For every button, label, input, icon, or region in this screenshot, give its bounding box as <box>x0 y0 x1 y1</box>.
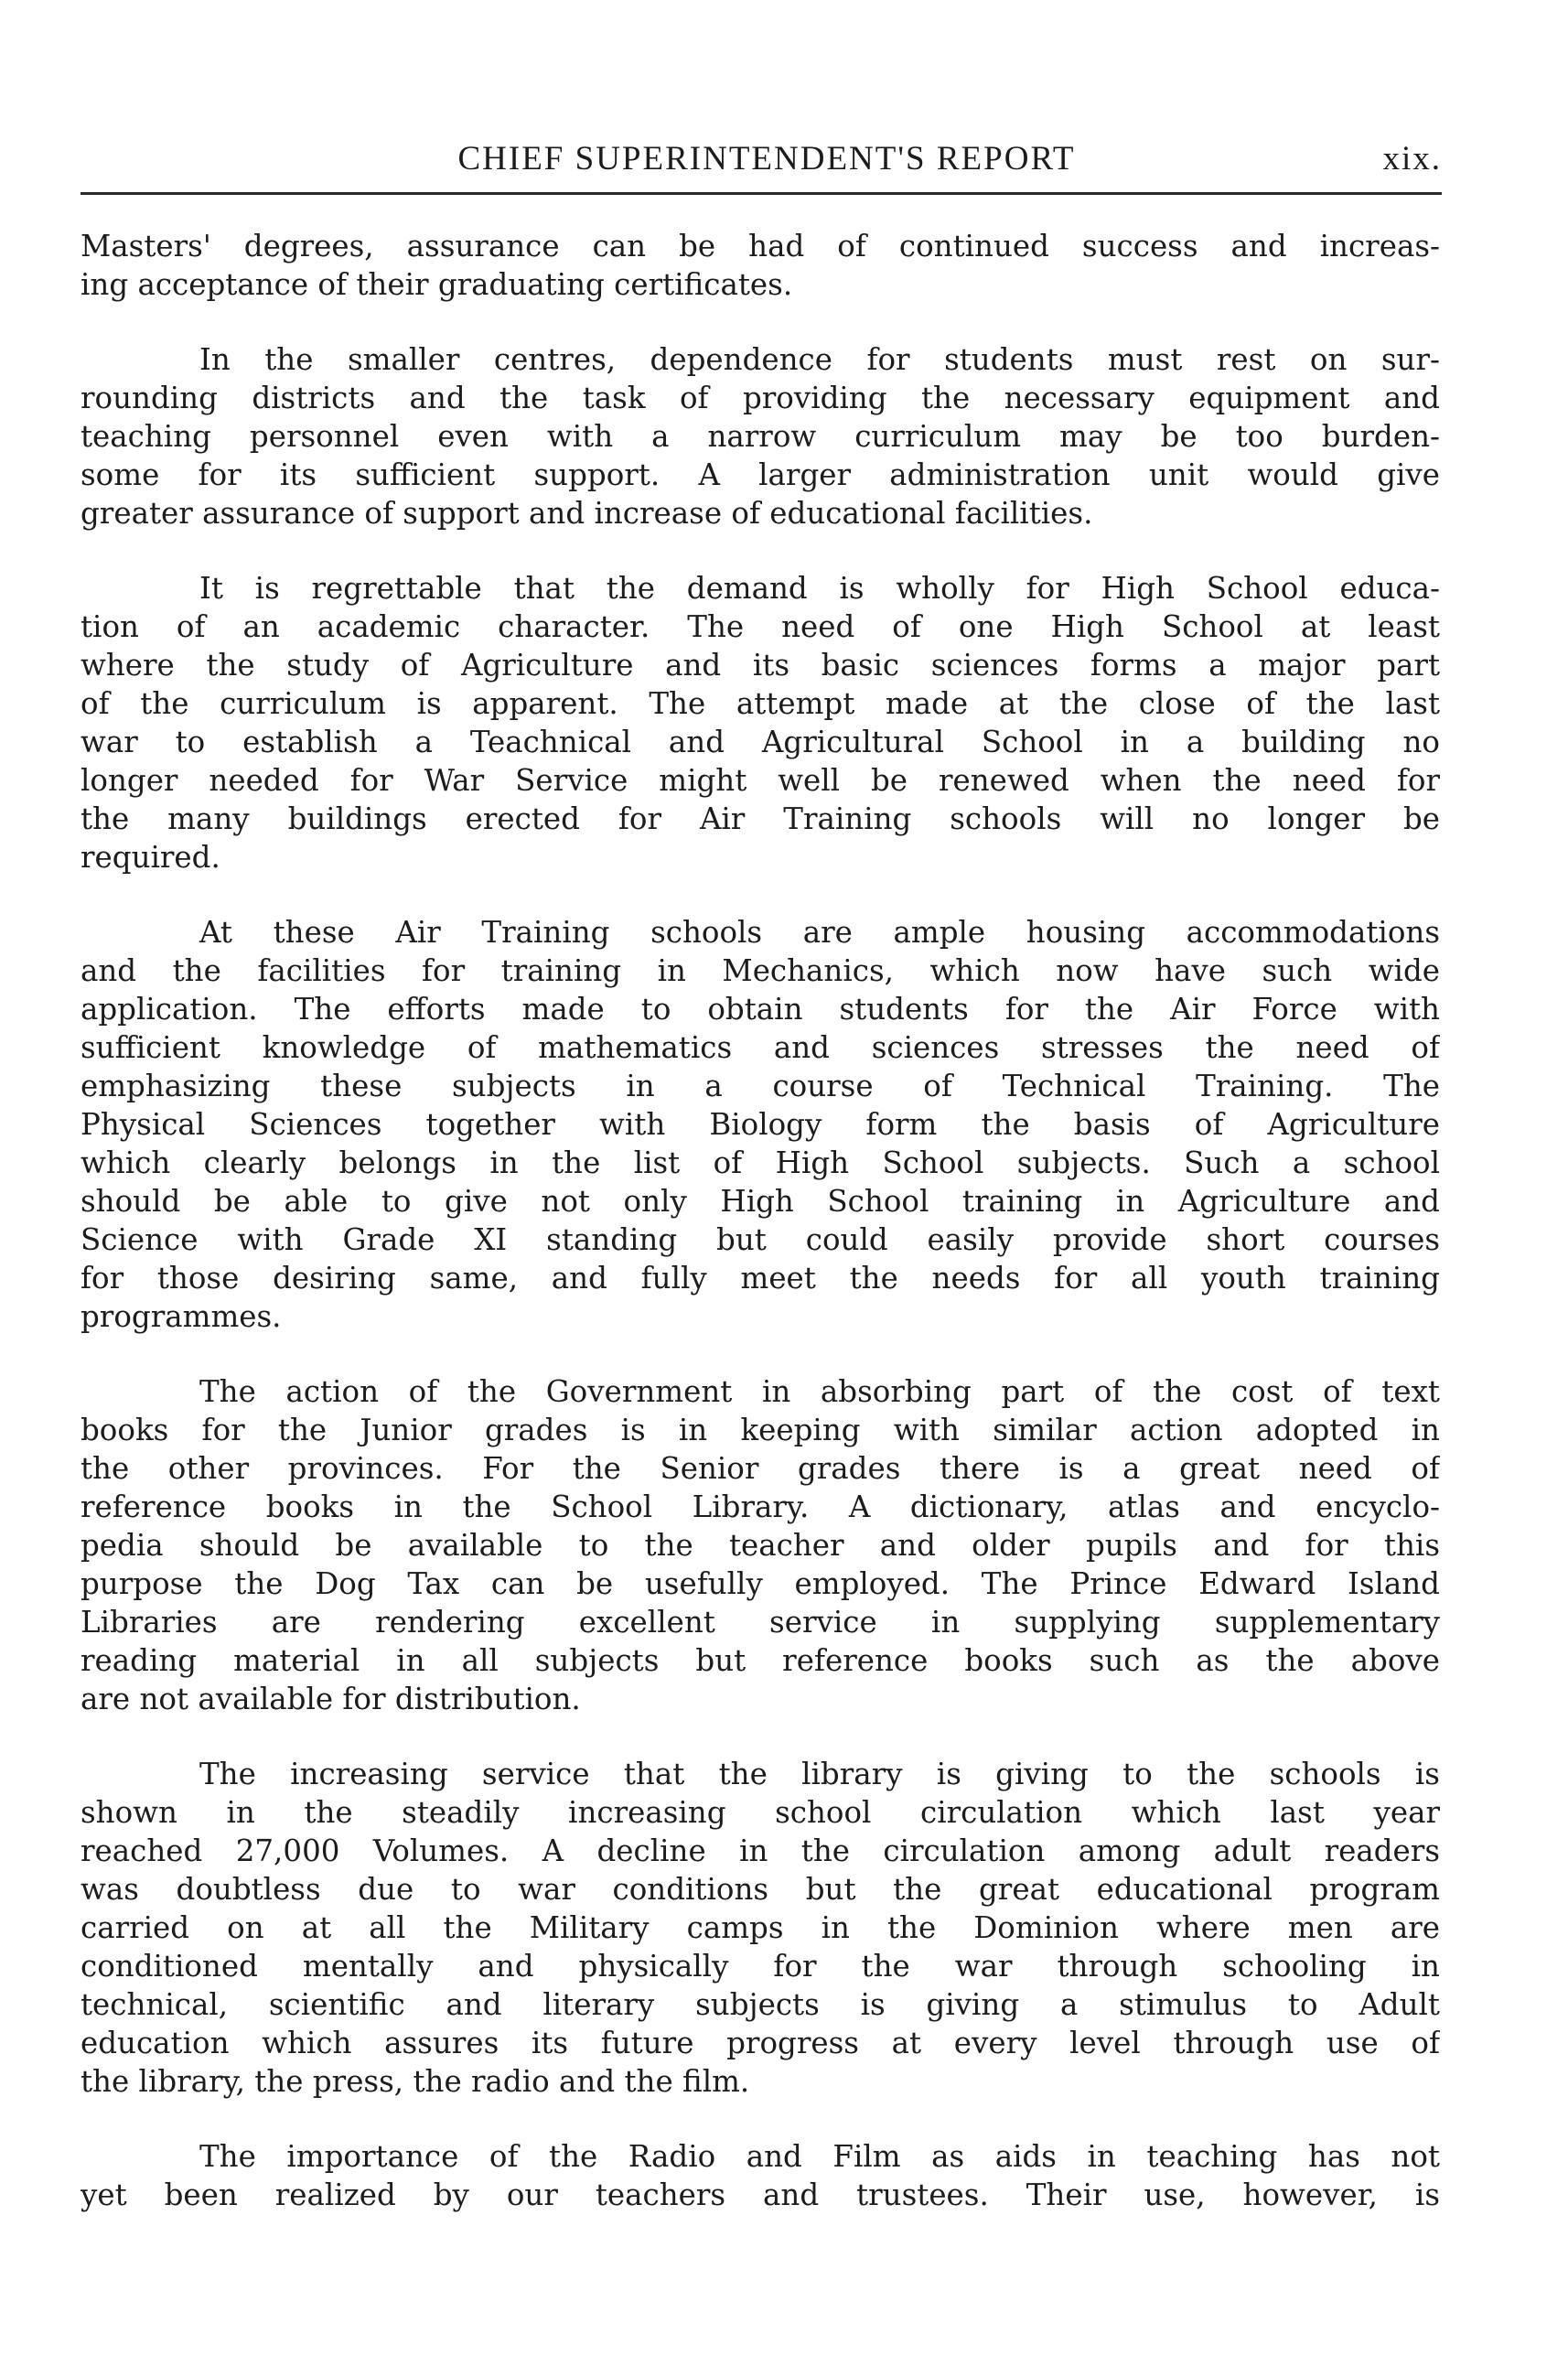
text-line: the many buildings erected for Air Training schools will no longer be <box>81 801 1440 836</box>
text-line: The importance of the Radio and Film as aids in teaching has not <box>199 2139 1440 2174</box>
text-line: sufficient knowledge of mathematics and sciences stresses the need of <box>81 1030 1440 1065</box>
text-line: the library, the press, the radio and the film. <box>81 2064 750 2099</box>
text-line: greater assurance of support and increase of educational facilities. <box>81 496 1093 531</box>
text-line: rounding districts and the task of providing the necessary equipment and <box>81 381 1440 415</box>
text-line: the other provinces. For the Senior grades there is a great need of <box>81 1451 1440 1486</box>
text-line: and the facilities for training in Mechanics, which now have such wide <box>81 953 1440 988</box>
paragraph <box>81 340 1440 532</box>
text-line: In the smaller centres, dependence for students must rest on sur- <box>199 342 1440 377</box>
paragraph <box>81 1372 1440 1718</box>
header-rule <box>81 192 1442 195</box>
text-line: Libraries are rendering excellent service in supplying supplementary <box>81 1605 1440 1640</box>
text-line: war to establish a Teachnical and Agricultural School in a building no <box>81 725 1440 759</box>
text-line: It is regrettable that the demand is wholly for High School educa- <box>199 571 1440 606</box>
text-line: are not available for distribution. <box>81 1682 581 1716</box>
text-line: ing acceptance of their graduating certificates. <box>81 267 793 302</box>
running-header <box>81 135 1453 183</box>
text-line: for those desiring same, and fully meet the needs for all youth training <box>81 1261 1440 1296</box>
text-line: required. <box>81 840 220 875</box>
text-line: books for the Junior grades is in keeping with similar action adopted in <box>81 1413 1440 1447</box>
text-line: was doubtless due to war conditions but the great educational program <box>81 1872 1440 1907</box>
text-line: yet been realized by our teachers and trustees. Their use, however, is <box>81 2178 1440 2212</box>
text-line: of the curriculum is apparent. The attempt made at the close of the last <box>81 686 1440 721</box>
text-line: carried on at all the Military camps in the Dominion where men are <box>81 1910 1440 1945</box>
text-line: application. The efforts made to obtain students for the Air Force with <box>81 992 1440 1027</box>
text-line: reached 27,000 Volumes. A decline in the circulation among adult readers <box>81 1833 1440 1868</box>
text-line: where the study of Agriculture and its basic sciences forms a major part <box>81 648 1440 683</box>
text-line: Science with Grade XI standing but could easily provide short courses <box>81 1222 1440 1257</box>
text-line: education which assures its future progress at every level through use of <box>81 2026 1440 2060</box>
text-line: some for its sufficient support. A larger administration unit would give <box>81 457 1440 492</box>
text-line: longer needed for War Service might well be renewed when the need for <box>81 763 1440 798</box>
header-title: CHIEF SUPERINTENDENT'S REPORT <box>457 140 1076 177</box>
paragraph <box>81 227 1440 304</box>
paragraph <box>81 1755 1440 2101</box>
page-number: xix. <box>1382 140 1442 177</box>
text-line: Physical Sciences together with Biology form the basis of Agriculture <box>81 1107 1440 1142</box>
text-line: technical, scientific and literary subjects is giving a stimulus to Adult <box>81 1987 1440 2022</box>
text-line: purpose the Dog Tax can be usefully employed. The Prince Edward Island <box>81 1566 1440 1601</box>
paragraph <box>81 569 1440 876</box>
text-line: programmes. <box>81 1299 282 1334</box>
text-line: shown in the steadily increasing school circulation which last year <box>81 1795 1440 1830</box>
text-line: should be able to give not only High School training in Agriculture and <box>81 1184 1440 1219</box>
body-text <box>81 227 1440 2251</box>
text-line: reading material in all subjects but reference books such as the above <box>81 1643 1440 1678</box>
text-line: emphasizing these subjects in a course of Technical Training. The <box>81 1069 1440 1103</box>
text-line: reference books in the School Library. A dictionary, atlas and encyclo- <box>81 1489 1440 1524</box>
text-line: which clearly belongs in the list of High School subjects. Such a school <box>81 1145 1440 1180</box>
text-line: The action of the Government in absorbing part of the cost of text <box>199 1374 1440 1409</box>
paragraph <box>81 913 1440 1336</box>
paragraph <box>81 2137 1440 2214</box>
text-line: conditioned mentally and physically for the war through schooling in <box>81 1949 1440 1984</box>
text-line: The increasing service that the library is giving to the schools is <box>199 1757 1440 1791</box>
text-line: At these Air Training schools are ample housing accommodations <box>199 915 1440 950</box>
text-line: teaching personnel even with a narrow curriculum may be too burden- <box>81 419 1440 454</box>
text-line: Masters' degrees, assurance can be had of continued success and increas- <box>81 229 1440 263</box>
text-line: tion of an academic character. The need of one High School at least <box>81 609 1440 644</box>
text-line: pedia should be available to the teacher and older pupils and for this <box>81 1528 1440 1563</box>
